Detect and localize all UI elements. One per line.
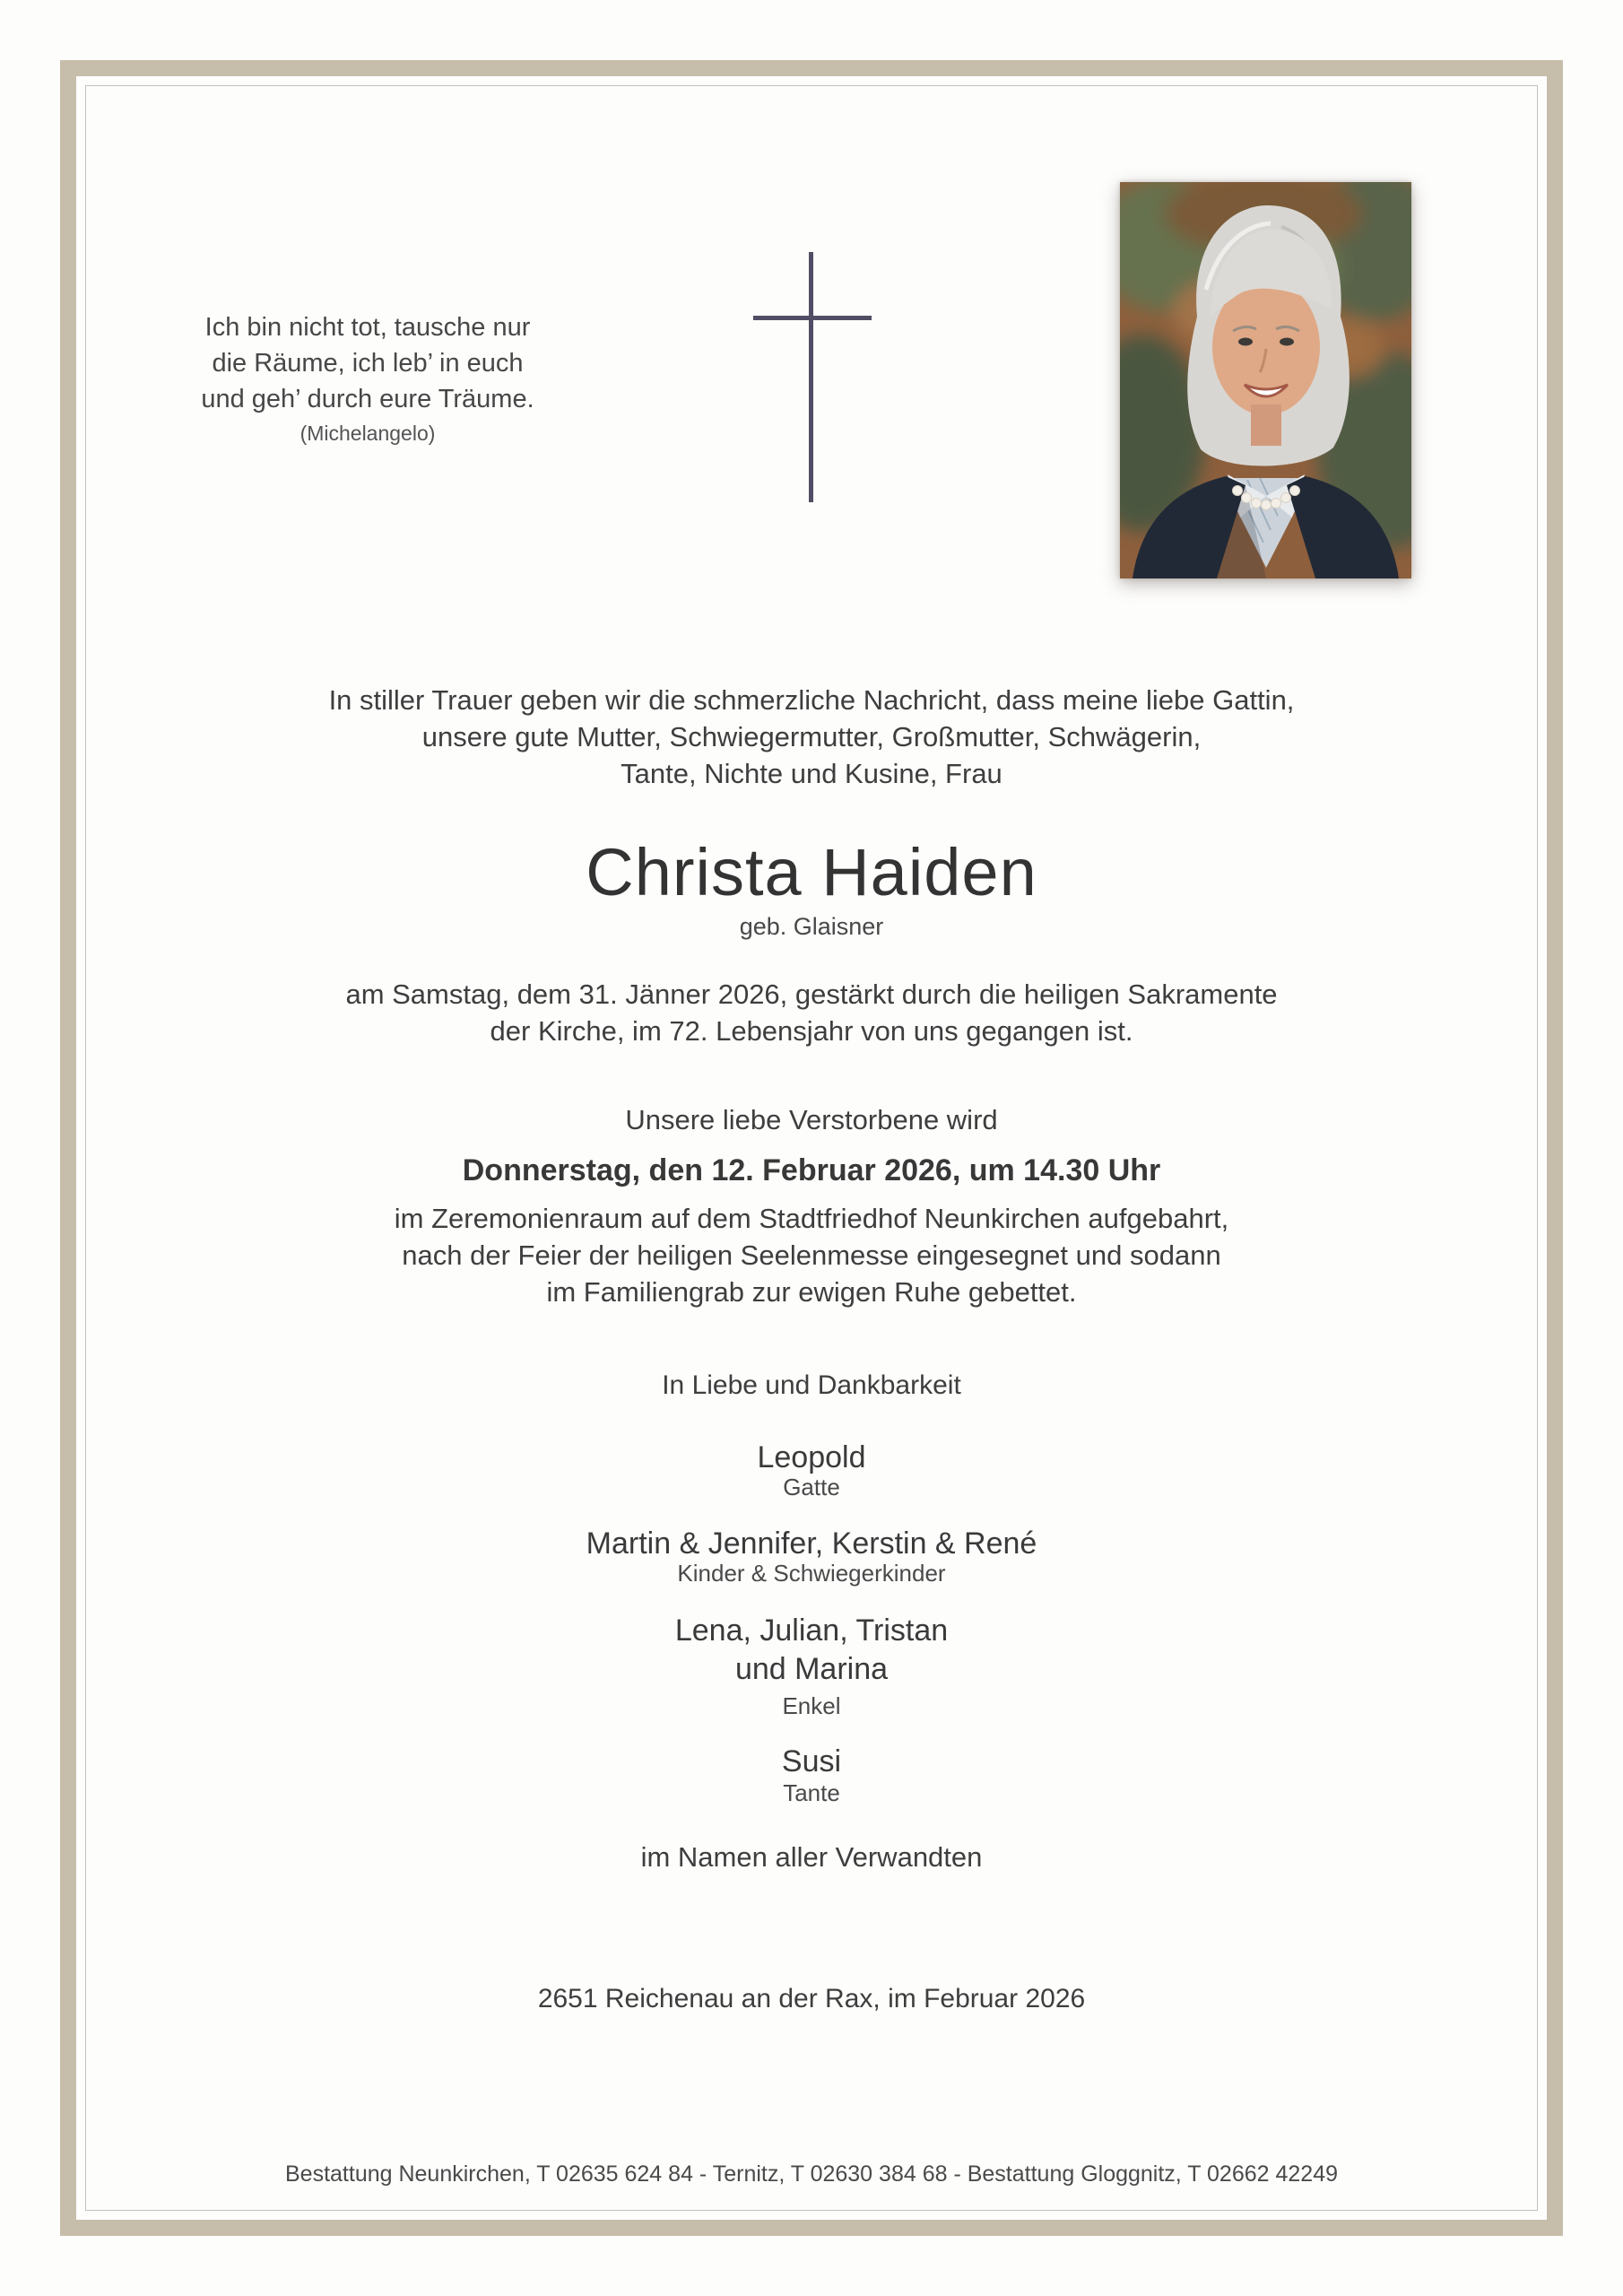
death-notice-line: am Samstag, dem 31. Jänner 2026, gestärkt durch die heiligen Sakramente [345,978,1278,1010]
mourner-names: Leopold [757,1440,866,1474]
announcement-text [0,682,1623,792]
announcement-line: Tante, Nichte und Kusine, Frau [621,758,1002,789]
place-date: 2651 Reichenau an der Rax, im Februar 2026 [537,1984,1086,2013]
announcement-line: unsere gute Mutter, Schwiegermutter, Großmutter, Schwägerin, [421,721,1202,752]
mourner-names: Martin & Jennifer, Kerstin & René [586,1526,1037,1561]
death-notice [0,976,1623,1049]
portrait-illustration [1120,182,1411,578]
cross-vertical-bar [809,252,813,502]
mourner-names-line: und Marina [734,1652,889,1686]
quote-line: und geh’ durch eure Träume. [201,385,534,413]
mourner-names: Susi [781,1744,842,1779]
cross-icon [753,252,872,502]
service-datetime: Donnerstag, den 12. Februar 2026, um 14.30 Uhr [462,1153,1161,1187]
mourner-names [0,1612,1623,1689]
maiden-name: geb. Glaisner [739,913,884,940]
mourner-relation: Gatte [783,1474,840,1500]
funeral-home-contact: Bestattung Neunkirchen, T 02635 624 84 - Ternitz, T 02630 384 68 - Bestattung Gloggnitz, T 02662 42249 [285,2161,1338,2187]
service-details [0,1200,1623,1310]
mourners-heading: In Liebe und Dankbarkeit [662,1370,961,1400]
service-intro: Unsere liebe Verstorbene wird [625,1104,998,1135]
service-details-line: nach der Feier der heiligen Seelenmesse eingesegnet und sodann [402,1239,1221,1271]
death-notice-line: der Kirche, im 72. Lebensjahr von uns gegangen ist. [490,1015,1133,1047]
mourner-relation: Tante [783,1779,840,1806]
mourners-closing: im Namen aller Verwandten [640,1841,983,1873]
announcement-line: In stiller Trauer geben wir die schmerzliche Nachricht, dass meine liebe Gattin, [328,684,1295,716]
service-details-line: im Zeremonienraum auf dem Stadtfriedhof Neunkirchen aufgebahrt, [394,1203,1229,1234]
mourner-relation: Kinder & Schwiegerkinder [677,1560,946,1587]
quote-attribution: (Michelangelo) [299,422,436,445]
mourner-names-line: Lena, Julian, Tristan [674,1613,949,1648]
cross-horizontal-bar [753,316,872,320]
portrait-photo [1120,182,1411,578]
memorial-quote [143,309,592,448]
deceased-name: Christa Haiden [586,835,1037,909]
service-details-line: im Familiengrab zur ewigen Ruhe gebettet. [546,1276,1077,1308]
quote-line: die Räume, ich leb’ in euch [212,349,524,378]
mourner-relation: Enkel [782,1692,841,1719]
quote-line: Ich bin nicht tot, tausche nur [204,313,531,342]
